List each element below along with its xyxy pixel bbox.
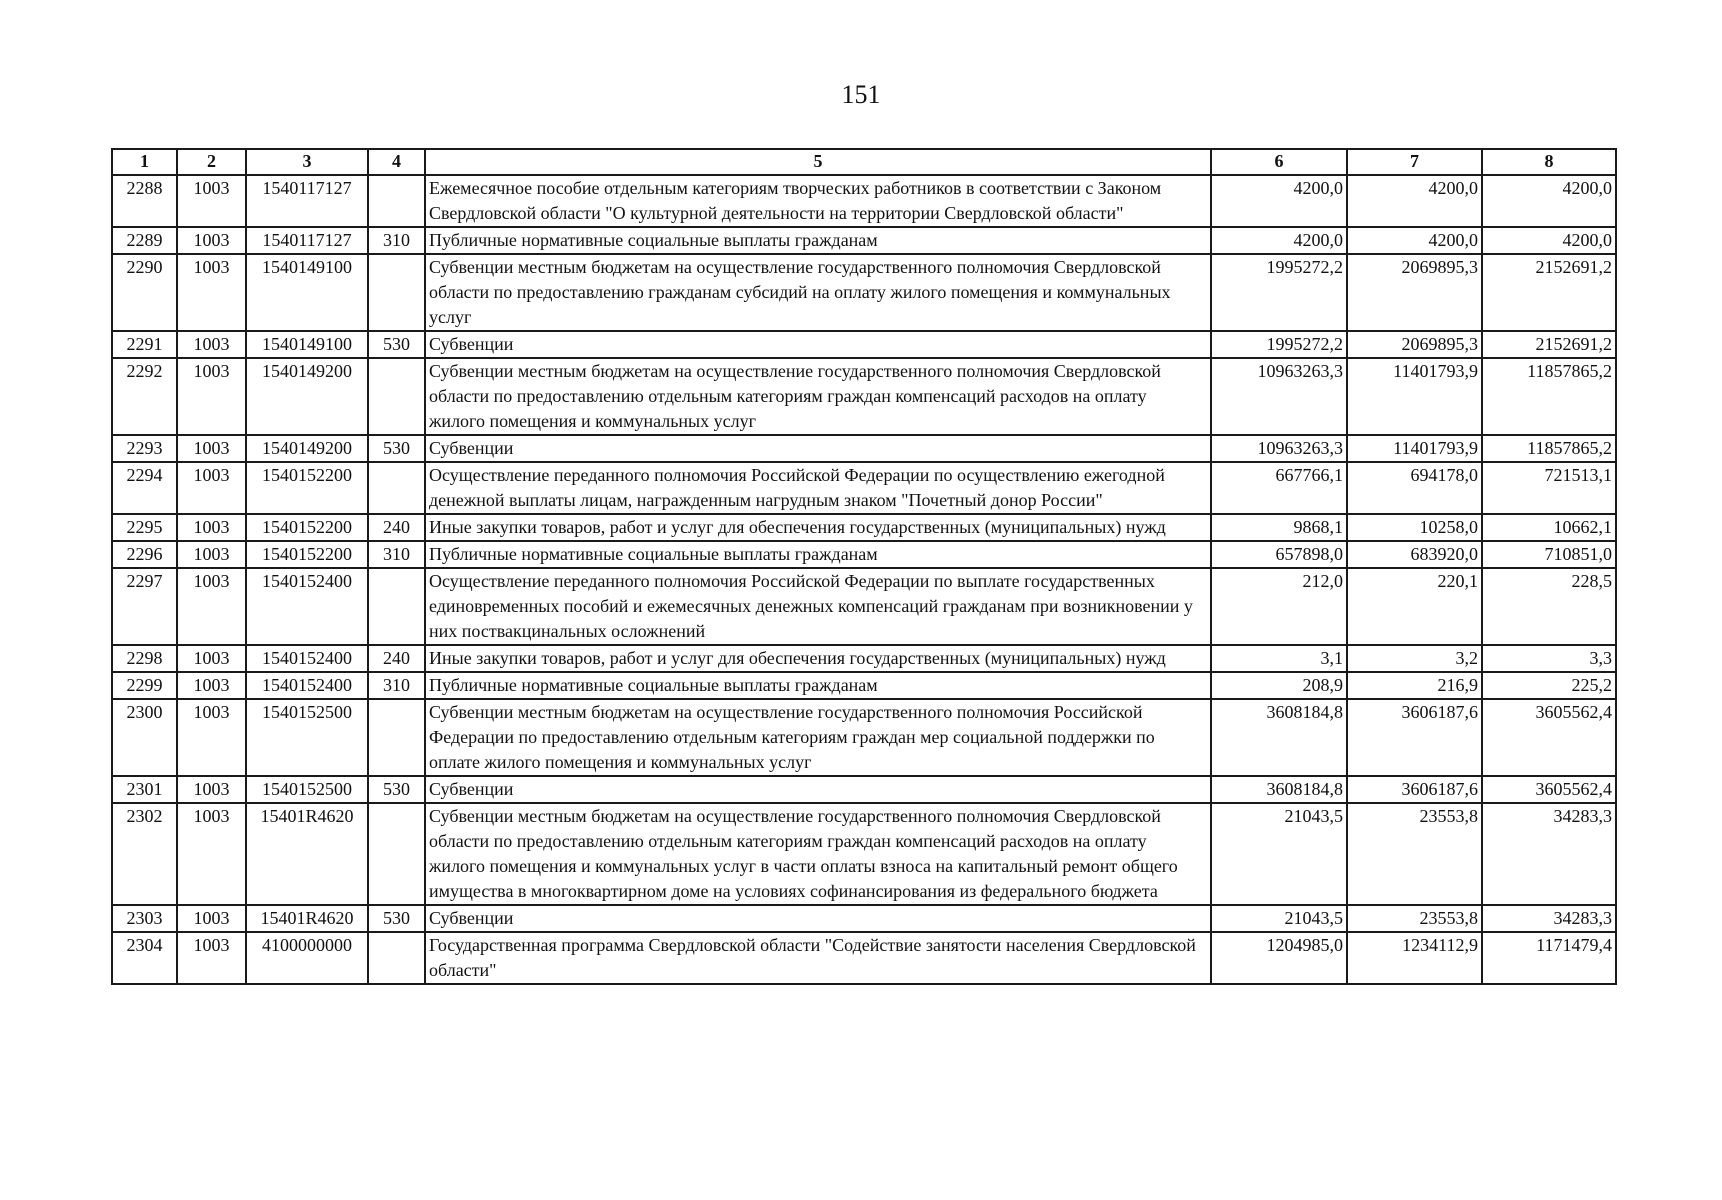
table-header [112, 149, 1616, 175]
target-article-code: 15401R4620 [246, 905, 368, 932]
expense-name: Субвенции [425, 905, 1211, 932]
row-number: 2296 [112, 541, 177, 568]
amount-year-1: 3608184,8 [1211, 776, 1347, 803]
expense-name: Ежемесячное пособие отдельным категориям творческих работников в соответствии с Законом Свердловской области "О культурной деятельности на территории Свердловской области" [425, 175, 1211, 227]
amount-year-3: 2152691,2 [1482, 254, 1616, 331]
expense-name: Субвенции [425, 435, 1211, 462]
table-row [112, 514, 1616, 541]
target-article-code: 1540152400 [246, 568, 368, 645]
amount-year-3: 3605562,4 [1482, 699, 1616, 776]
section-code: 1003 [177, 932, 246, 984]
target-article-code: 1540149100 [246, 254, 368, 331]
expense-type-code: 310 [368, 541, 425, 568]
section-code: 1003 [177, 541, 246, 568]
row-number: 2295 [112, 514, 177, 541]
row-number: 2293 [112, 435, 177, 462]
expense-type-code [368, 568, 425, 645]
section-code: 1003 [177, 568, 246, 645]
column-header: 6 [1211, 149, 1347, 175]
amount-year-1: 3,1 [1211, 645, 1347, 672]
section-code: 1003 [177, 803, 246, 905]
section-code: 1003 [177, 331, 246, 358]
expense-name: Публичные нормативные социальные выплаты гражданам [425, 227, 1211, 254]
expense-type-code [368, 699, 425, 776]
target-article-code: 1540152400 [246, 672, 368, 699]
section-code: 1003 [177, 227, 246, 254]
expense-name: Осуществление переданного полномочия Российской Федерации по осуществлению ежегодной денежной выплаты лицам, награжденным нагрудным знаком "Почетный донор России" [425, 462, 1211, 514]
section-code: 1003 [177, 254, 246, 331]
budget-table [111, 148, 1617, 985]
row-number: 2292 [112, 358, 177, 435]
amount-year-1: 3608184,8 [1211, 699, 1347, 776]
section-code: 1003 [177, 699, 246, 776]
amount-year-3: 2152691,2 [1482, 331, 1616, 358]
amount-year-2: 23553,8 [1347, 905, 1482, 932]
amount-year-3: 710851,0 [1482, 541, 1616, 568]
expense-type-code: 530 [368, 905, 425, 932]
amount-year-2: 694178,0 [1347, 462, 1482, 514]
row-number: 2297 [112, 568, 177, 645]
table-row [112, 227, 1616, 254]
amount-year-1: 212,0 [1211, 568, 1347, 645]
section-code: 1003 [177, 905, 246, 932]
table-row [112, 672, 1616, 699]
amount-year-2: 11401793,9 [1347, 435, 1482, 462]
column-header: 1 [112, 149, 177, 175]
amount-year-3: 11857865,2 [1482, 435, 1616, 462]
amount-year-1: 657898,0 [1211, 541, 1347, 568]
amount-year-2: 4200,0 [1347, 175, 1482, 227]
expense-type-code: 530 [368, 776, 425, 803]
row-number: 2301 [112, 776, 177, 803]
amount-year-3: 228,5 [1482, 568, 1616, 645]
target-article-code: 1540152200 [246, 541, 368, 568]
expense-name: Субвенции [425, 331, 1211, 358]
expense-type-code [368, 803, 425, 905]
table-row [112, 776, 1616, 803]
section-code: 1003 [177, 672, 246, 699]
expense-type-code [368, 932, 425, 984]
amount-year-1: 21043,5 [1211, 803, 1347, 905]
column-header: 5 [425, 149, 1211, 175]
table-row [112, 331, 1616, 358]
amount-year-2: 1234112,9 [1347, 932, 1482, 984]
expense-name: Субвенции местным бюджетам на осуществление государственного полномочия Российской Федерации по предоставлению отдельным категориям граждан мер социальной поддержки по оплате жилого помещения и коммунальных услуг [425, 699, 1211, 776]
amount-year-2: 216,9 [1347, 672, 1482, 699]
page-number: 151 [841, 80, 881, 109]
column-header: 4 [368, 149, 425, 175]
amount-year-3: 3,3 [1482, 645, 1616, 672]
table-row [112, 435, 1616, 462]
section-code: 1003 [177, 462, 246, 514]
amount-year-2: 683920,0 [1347, 541, 1482, 568]
target-article-code: 1540149200 [246, 358, 368, 435]
expense-name: Субвенции [425, 776, 1211, 803]
table-row [112, 358, 1616, 435]
section-code: 1003 [177, 645, 246, 672]
amount-year-1: 4200,0 [1211, 227, 1347, 254]
row-number: 2300 [112, 699, 177, 776]
amount-year-1: 1995272,2 [1211, 254, 1347, 331]
amount-year-2: 11401793,9 [1347, 358, 1482, 435]
expense-type-code: 240 [368, 514, 425, 541]
amount-year-3: 10662,1 [1482, 514, 1616, 541]
amount-year-2: 220,1 [1347, 568, 1482, 645]
table-row [112, 568, 1616, 645]
expense-type-code: 530 [368, 435, 425, 462]
amount-year-3: 721513,1 [1482, 462, 1616, 514]
row-number: 2288 [112, 175, 177, 227]
amount-year-2: 3,2 [1347, 645, 1482, 672]
table-row [112, 699, 1616, 776]
table-row [112, 175, 1616, 227]
table-body [112, 175, 1616, 984]
expense-type-code: 240 [368, 645, 425, 672]
table-row [112, 905, 1616, 932]
amount-year-3: 11857865,2 [1482, 358, 1616, 435]
amount-year-1: 1204985,0 [1211, 932, 1347, 984]
expense-type-code [368, 462, 425, 514]
amount-year-2: 2069895,3 [1347, 331, 1482, 358]
expense-type-code: 310 [368, 227, 425, 254]
target-article-code: 1540152500 [246, 776, 368, 803]
expense-name: Иные закупки товаров, работ и услуг для обеспечения государственных (муниципальных) нужд [425, 645, 1211, 672]
row-number: 2294 [112, 462, 177, 514]
amount-year-1: 10963263,3 [1211, 358, 1347, 435]
expense-name: Иные закупки товаров, работ и услуг для обеспечения государственных (муниципальных) нужд [425, 514, 1211, 541]
amount-year-2: 3606187,6 [1347, 776, 1482, 803]
amount-year-1: 21043,5 [1211, 905, 1347, 932]
expense-type-code [368, 358, 425, 435]
expense-name: Субвенции местным бюджетам на осуществление государственного полномочия Свердловской области по предоставлению отдельным категориям граждан компенсаций расходов на оплату жилого помещения и коммунальных услуг в части оплаты взноса на капитальный ремонт общего имущества в многоквартирном доме на условиях софинансирования из федерального бюджета [425, 803, 1211, 905]
table-row [112, 932, 1616, 984]
expense-name: Субвенции местным бюджетам на осуществление государственного полномочия Свердловской области по предоставлению отдельным категориям граждан компенсаций расходов на оплату жилого помещения и коммунальных услуг [425, 358, 1211, 435]
target-article-code: 1540149200 [246, 435, 368, 462]
amount-year-1: 208,9 [1211, 672, 1347, 699]
amount-year-1: 667766,1 [1211, 462, 1347, 514]
table-row [112, 645, 1616, 672]
section-code: 1003 [177, 358, 246, 435]
amount-year-2: 2069895,3 [1347, 254, 1482, 331]
target-article-code: 1540117127 [246, 175, 368, 227]
target-article-code: 4100000000 [246, 932, 368, 984]
row-number: 2302 [112, 803, 177, 905]
amount-year-1: 10963263,3 [1211, 435, 1347, 462]
section-code: 1003 [177, 435, 246, 462]
section-code: 1003 [177, 514, 246, 541]
column-header: 8 [1482, 149, 1616, 175]
row-number: 2290 [112, 254, 177, 331]
amount-year-2: 23553,8 [1347, 803, 1482, 905]
amount-year-3: 3605562,4 [1482, 776, 1616, 803]
amount-year-1: 1995272,2 [1211, 331, 1347, 358]
amount-year-3: 225,2 [1482, 672, 1616, 699]
expense-type-code: 530 [368, 331, 425, 358]
target-article-code: 15401R4620 [246, 803, 368, 905]
target-article-code: 1540117127 [246, 227, 368, 254]
expense-type-code: 310 [368, 672, 425, 699]
column-header: 3 [246, 149, 368, 175]
target-article-code: 1540152200 [246, 462, 368, 514]
row-number: 2291 [112, 331, 177, 358]
section-code: 1003 [177, 776, 246, 803]
row-number: 2299 [112, 672, 177, 699]
target-article-code: 1540152500 [246, 699, 368, 776]
expense-name: Осуществление переданного полномочия Российской Федерации по выплате государственных единовременных пособий и ежемесячных денежных компенсаций гражданам при возникновении у них поствакцинальных осложнений [425, 568, 1211, 645]
amount-year-2: 4200,0 [1347, 227, 1482, 254]
expense-name: Публичные нормативные социальные выплаты гражданам [425, 541, 1211, 568]
row-number: 2304 [112, 932, 177, 984]
column-header: 7 [1347, 149, 1482, 175]
amount-year-3: 34283,3 [1482, 803, 1616, 905]
amount-year-1: 4200,0 [1211, 175, 1347, 227]
section-code: 1003 [177, 175, 246, 227]
row-number: 2289 [112, 227, 177, 254]
row-number: 2303 [112, 905, 177, 932]
table-row [112, 541, 1616, 568]
expense-name: Публичные нормативные социальные выплаты гражданам [425, 672, 1211, 699]
target-article-code: 1540152200 [246, 514, 368, 541]
table-row [112, 254, 1616, 331]
column-header: 2 [177, 149, 246, 175]
amount-year-3: 1171479,4 [1482, 932, 1616, 984]
amount-year-3: 4200,0 [1482, 227, 1616, 254]
amount-year-2: 3606187,6 [1347, 699, 1482, 776]
target-article-code: 1540149100 [246, 331, 368, 358]
amount-year-3: 4200,0 [1482, 175, 1616, 227]
amount-year-1: 9868,1 [1211, 514, 1347, 541]
amount-year-2: 10258,0 [1347, 514, 1482, 541]
expense-name: Государственная программа Свердловской области "Содействие занятости населения Свердловской области" [425, 932, 1211, 984]
expense-type-code [368, 254, 425, 331]
expense-name: Субвенции местным бюджетам на осуществление государственного полномочия Свердловской области по предоставлению гражданам субсидий на оплату жилого помещения и коммунальных услуг [425, 254, 1211, 331]
table-row [112, 803, 1616, 905]
table-row [112, 462, 1616, 514]
header-row [112, 149, 1616, 175]
expense-type-code [368, 175, 425, 227]
row-number: 2298 [112, 645, 177, 672]
target-article-code: 1540152400 [246, 645, 368, 672]
amount-year-3: 34283,3 [1482, 905, 1616, 932]
